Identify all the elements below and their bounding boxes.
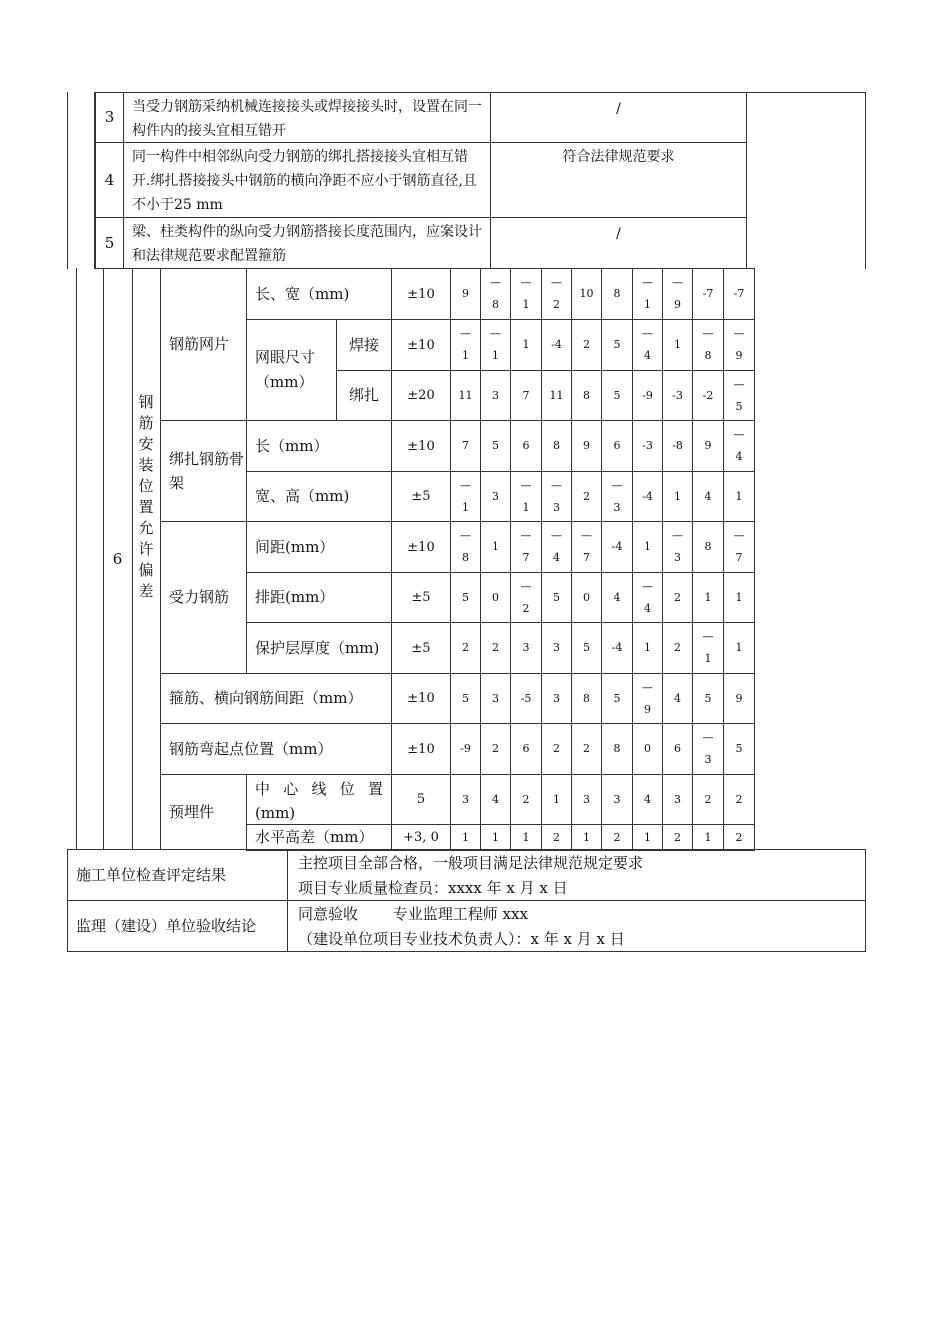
row-9-value-7: 6 (662, 723, 693, 775)
row-11-value-4: 1 (571, 824, 602, 851)
row-tol-3: ±10 (391, 420, 451, 472)
row-item-6: 排距(mm） (246, 572, 392, 623)
row-1-value-3: -4 (541, 319, 572, 371)
row-5-value-6: 1 (632, 521, 663, 573)
value-digit: 9 (735, 349, 743, 362)
row-5-value-0 (450, 521, 481, 573)
row-9-value-2: 6 (510, 723, 542, 775)
row-0-value-8: -7 (692, 268, 724, 320)
row-4-value-2 (510, 471, 542, 522)
minus-mark: — (551, 276, 562, 289)
row-1-value-9 (723, 319, 755, 371)
value-digit: 8 (492, 298, 499, 311)
row-10-value-7: 3 (662, 774, 693, 825)
minus-mark: — (520, 529, 532, 542)
row-11-value-2: 1 (510, 824, 542, 851)
row-2-value-9 (723, 370, 755, 421)
section-number: 6 (103, 268, 133, 850)
minus-mark: — (733, 529, 745, 542)
row-6-value-7: 2 (662, 572, 693, 623)
row-0-value-3 (541, 268, 572, 320)
row-4-value-5 (601, 471, 633, 522)
row-4-value-7: 1 (662, 471, 693, 522)
row-6-value-8: 1 (692, 572, 724, 623)
row-4-value-4: 2 (571, 471, 602, 522)
row-8-value-7: 4 (662, 673, 693, 724)
row-10-value-4: 3 (571, 774, 602, 825)
supervision-label: 监理（建设）单位验收结论 (67, 900, 288, 952)
row5-number: 5 (95, 217, 124, 269)
row-item-2: 绑扎 (336, 370, 392, 421)
row3-number: 3 (95, 92, 124, 143)
row-0-value-7 (662, 268, 693, 320)
row-3-value-3: 8 (541, 420, 572, 472)
row-item-7: 保护层厚度（mm) (246, 622, 392, 674)
row-2-value-7: -3 (662, 370, 693, 421)
row-3-value-4: 9 (571, 420, 602, 472)
row-9-value-9: 5 (723, 723, 755, 775)
minus-mark: — (733, 377, 745, 391)
supervision-result (287, 900, 866, 952)
value-digit: 1 (644, 298, 651, 311)
group-rebar: 受力钢筋 (160, 521, 247, 674)
supervision-line2: （建设单位项目专业技术负责人）：x 年 x 月 x 日 (298, 930, 625, 948)
row-tol-10: 5 (391, 774, 451, 825)
row-2-value-6: -9 (632, 370, 663, 421)
minus-mark: — (702, 327, 714, 340)
row-6-value-6 (632, 572, 663, 623)
row-6-value-9: 1 (723, 572, 755, 623)
row-0-value-2 (510, 268, 542, 320)
row-2-value-5: 5 (601, 370, 633, 421)
group-mesh-size: 网眼尺寸（mm） (246, 319, 337, 421)
value-digit: 1 (522, 298, 530, 311)
row-8-value-8: 5 (692, 673, 724, 724)
row-2-value-8: -2 (692, 370, 724, 421)
row-1-value-8 (692, 319, 724, 371)
row-item-3: 长（mm） (246, 420, 392, 472)
row-3-value-0: 7 (450, 420, 481, 472)
value-digit: 7 (735, 551, 743, 564)
value-digit: 4 (553, 551, 560, 564)
row-0-value-5: 8 (601, 268, 633, 320)
row-1-value-7: 1 (662, 319, 693, 371)
row-5-value-1: 1 (480, 521, 511, 573)
row-1-value-4: 2 (571, 319, 602, 371)
construction-line2: 项目专业质量检查员：xxxx 年 x 月 x 日 (298, 879, 568, 897)
row-6-value-2 (510, 572, 542, 623)
row-7-value-1: 2 (480, 622, 511, 674)
row-0-value-6 (632, 268, 663, 320)
minus-mark: — (520, 579, 532, 593)
row-11-value-3: 2 (541, 824, 572, 851)
row-7-value-6: 1 (632, 622, 663, 674)
row-1-value-6 (632, 319, 663, 371)
row-7-value-3: 3 (541, 622, 572, 674)
row-10-value-2: 2 (510, 774, 542, 825)
row-6-value-3: 5 (541, 572, 572, 623)
value-digit: 8 (704, 349, 712, 362)
row-2-value-3: 11 (541, 370, 572, 421)
value-digit: 3 (613, 500, 621, 514)
minus-mark: — (551, 478, 562, 492)
row-tol-0: ±10 (391, 268, 451, 320)
row-tol-7: ±5 (391, 622, 451, 674)
construction-label: 施工单位检查评定结果 (67, 849, 288, 901)
row5-result: / (490, 217, 747, 269)
value-digit: 8 (462, 551, 469, 564)
row-8-value-0: 5 (450, 673, 481, 724)
row-3-value-1: 5 (480, 420, 511, 472)
minus-mark: — (611, 478, 623, 492)
row-1-value-0 (450, 319, 481, 371)
row-2-value-0: 11 (450, 370, 481, 421)
row4-number: 4 (95, 142, 124, 218)
row-5-value-7 (662, 521, 693, 573)
row-1-value-2: 1 (510, 319, 542, 371)
minus-mark: — (490, 276, 501, 289)
minus-mark: — (520, 276, 532, 289)
value-digit: 4 (644, 349, 651, 362)
row-9-value-6: 0 (632, 723, 663, 775)
row-item-9: 钢筋弯起点位置（mm） (160, 723, 392, 775)
row-3-value-9 (723, 420, 755, 472)
row3-text: 当受力钢筋采纳机械连接接头或焊接接头时，设置在同一构件内的接头宜相互错开 (123, 92, 491, 143)
row-6-value-5: 4 (601, 572, 633, 623)
row-5-value-2 (510, 521, 542, 573)
row-item-5: 间距(mm） (246, 521, 392, 573)
minus-mark: — (672, 529, 683, 542)
row-7-value-7: 2 (662, 622, 693, 674)
minus-mark: — (702, 630, 714, 643)
row5-text: 梁、柱类构件的纵向受力钢筋搭接长度范围内，应案设计和法律规范要求配置箍筋 (123, 217, 491, 269)
value-digit: 1 (522, 500, 530, 514)
row-8-value-9: 9 (723, 673, 755, 724)
row-tol-1: ±10 (391, 319, 451, 371)
row-tol-9: ±10 (391, 723, 451, 775)
row-11-value-1: 1 (480, 824, 511, 851)
row-9-value-1: 2 (480, 723, 511, 775)
row-0-value-1 (480, 268, 511, 320)
row-item-0: 长、宽（mm) (246, 268, 392, 320)
row-10-value-8: 2 (692, 774, 724, 825)
row-item-8: 箍筋、横向钢筋间距（mm） (160, 673, 392, 724)
minus-mark: — (733, 428, 745, 441)
value-digit: 1 (462, 500, 469, 514)
value-digit: 1 (462, 349, 469, 362)
row-2-value-4: 8 (571, 370, 602, 421)
value-digit: 4 (735, 450, 743, 463)
minus-mark: — (581, 529, 592, 542)
row-11-value-5: 2 (601, 824, 633, 851)
value-digit: 9 (644, 702, 651, 716)
value-digit: 4 (644, 601, 651, 615)
row-7-value-5: -4 (601, 622, 633, 674)
row-9-value-8 (692, 723, 724, 775)
row-3-value-5: 6 (601, 420, 633, 472)
row-9-value-5: 8 (601, 723, 633, 775)
row-0-value-9: -7 (723, 268, 755, 320)
row-4-value-3 (541, 471, 572, 522)
row-6-value-4: 0 (571, 572, 602, 623)
row-tol-8: ±10 (391, 673, 451, 724)
minus-mark: — (551, 529, 562, 542)
value-digit: 3 (704, 753, 712, 766)
value-digit: 7 (583, 551, 590, 564)
row-item-4: 宽、高（mm) (246, 471, 392, 522)
row-10-value-3: 1 (541, 774, 572, 825)
row-1-value-1 (480, 319, 511, 371)
row-11-value-8: 1 (692, 824, 724, 851)
supervision-line1: 同意验收 专业监理工程师 xxx (298, 905, 528, 923)
row-5-value-9 (723, 521, 755, 573)
row-11-value-0: 1 (450, 824, 481, 851)
row-7-value-2: 3 (510, 622, 542, 674)
row-10-value-6: 4 (632, 774, 663, 825)
top-right-column (746, 92, 866, 269)
row-9-value-3: 2 (541, 723, 572, 775)
row-10-value-1: 4 (480, 774, 511, 825)
section-title (132, 268, 161, 850)
row4-result: 符合法律规范要求 (490, 142, 747, 218)
value-digit: 1 (704, 652, 712, 665)
row-0-value-0: 9 (450, 268, 481, 320)
value-digit: 2 (522, 601, 530, 615)
minus-mark: — (733, 327, 745, 340)
row4-text: 同一构件中相邻纵向受力钢筋的绑扎搭接接头宜相互错开.绑扎搭接接头中钢筋的横向净距不应小于钢筋直径,且不小于25 mm (123, 142, 491, 218)
value-digit: 3 (553, 500, 560, 514)
row-5-value-8: 8 (692, 521, 724, 573)
row-item-1: 焊接 (336, 319, 392, 371)
row-6-value-0: 5 (450, 572, 481, 623)
minus-mark: — (642, 680, 653, 694)
value-digit: 3 (674, 551, 681, 564)
row-11-value-9: 2 (723, 824, 755, 851)
row-3-value-2: 6 (510, 420, 542, 472)
row-8-value-5: 5 (601, 673, 633, 724)
row-10-value-5: 3 (601, 774, 633, 825)
row-4-value-8: 4 (692, 471, 724, 522)
value-digit: 1 (492, 349, 499, 362)
minus-mark: — (460, 529, 471, 542)
row-9-value-0: -9 (450, 723, 481, 775)
row-tol-11: +3, 0 (391, 824, 451, 851)
row-7-value-8 (692, 622, 724, 674)
value-digit: 7 (522, 551, 530, 564)
row-11-value-7: 2 (662, 824, 693, 851)
row-5-value-3 (541, 521, 572, 573)
row-tol-4: ±5 (391, 471, 451, 522)
row-4-value-6: -4 (632, 471, 663, 522)
row-tol-5: ±10 (391, 521, 451, 573)
row-tol-2: ±20 (391, 370, 451, 421)
row-2-value-2: 7 (510, 370, 542, 421)
minus-mark: — (490, 327, 501, 340)
row-item-11: 水平高差（mm） (246, 824, 392, 851)
row-8-value-1: 3 (480, 673, 511, 724)
group-embed: 预埋件 (160, 774, 247, 850)
left-margin-column (67, 92, 95, 269)
row-0-value-4: 10 (571, 268, 602, 320)
minus-mark: — (642, 579, 653, 593)
row-11-value-6: 1 (632, 824, 663, 851)
minus-mark: — (460, 327, 471, 340)
value-digit: 9 (674, 298, 681, 311)
row-6-value-1: 0 (480, 572, 511, 623)
minus-mark: — (642, 327, 653, 340)
value-digit: 5 (735, 399, 743, 413)
row-tol-6: ±5 (391, 572, 451, 623)
row-1-value-5: 5 (601, 319, 633, 371)
row-10-value-0: 3 (450, 774, 481, 825)
minus-mark: — (702, 731, 714, 744)
row-4-value-9: 1 (723, 471, 755, 522)
row-10-value-9: 2 (723, 774, 755, 825)
minus-mark: — (460, 478, 471, 492)
row-3-value-8: 9 (692, 420, 724, 472)
row-8-value-2: -5 (510, 673, 542, 724)
section-title-text: 钢筋安装位置允许偏差 (136, 394, 155, 604)
row-3-value-7: -8 (662, 420, 693, 472)
middle-left-margin (76, 268, 104, 850)
row-4-value-1: 3 (480, 471, 511, 522)
row-7-value-4: 5 (571, 622, 602, 674)
minus-mark: — (520, 478, 532, 492)
minus-mark: — (642, 276, 653, 289)
row-4-value-0 (450, 471, 481, 522)
minus-mark: — (672, 276, 683, 289)
value-digit: 2 (553, 298, 560, 311)
row-item-10: 中 心 线 位 置 (mm) (246, 774, 392, 825)
row-9-value-4: 2 (571, 723, 602, 775)
row-5-value-4 (571, 521, 602, 573)
construction-result (287, 849, 866, 901)
group-mesh: 钢筋网片 (160, 268, 247, 421)
row-8-value-3: 3 (541, 673, 572, 724)
group-frame: 绑扎钢筋骨架 (160, 420, 247, 522)
row-2-value-1: 3 (480, 370, 511, 421)
row-8-value-4: 8 (571, 673, 602, 724)
row-7-value-0: 2 (450, 622, 481, 674)
row3-result: / (490, 92, 747, 143)
construction-line1: 主控项目全部合格，一般项目满足法律规范规定要求 (298, 854, 644, 872)
row-7-value-9: 1 (723, 622, 755, 674)
row-3-value-6: -3 (632, 420, 663, 472)
row-5-value-5: -4 (601, 521, 633, 573)
row-8-value-6 (632, 673, 663, 724)
